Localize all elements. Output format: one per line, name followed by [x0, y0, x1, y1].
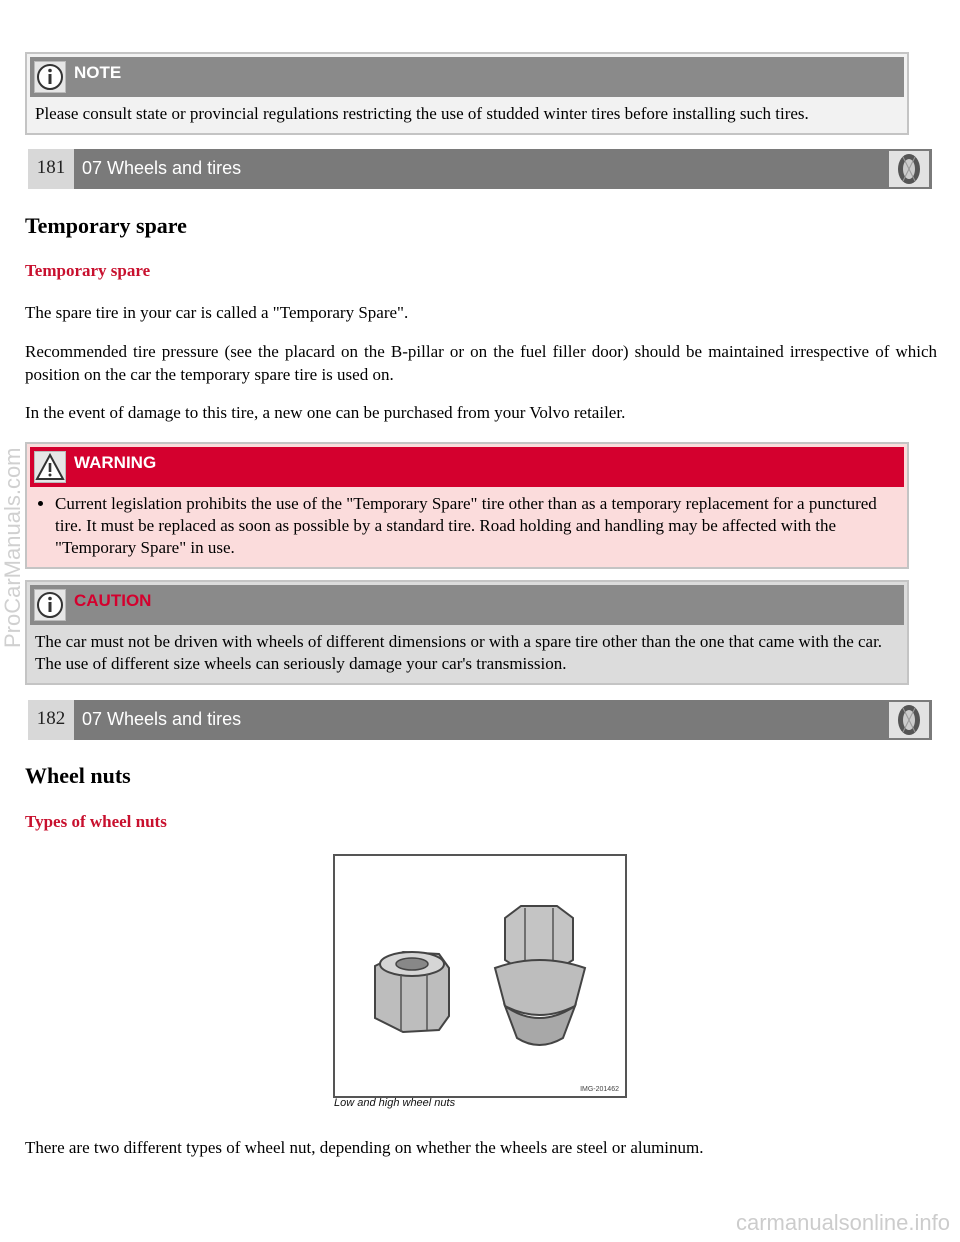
- note-header: [30, 57, 904, 97]
- chapter-header-182: [28, 700, 932, 740]
- footer-watermark: carmanualsonline.info: [735, 1210, 950, 1235]
- chapter-title: 07 Wheels and tires: [82, 158, 242, 178]
- tire-icon: [889, 151, 929, 187]
- chapter-title: 07 Wheels and tires: [82, 709, 242, 729]
- page-number: 181: [28, 149, 74, 189]
- caution-header: [30, 585, 904, 625]
- warning-header: [30, 447, 904, 487]
- caution-label: CAUTION: [74, 591, 152, 610]
- info-icon: [34, 61, 66, 93]
- temporary-spare-heading: Temporary spare: [25, 213, 187, 238]
- warning-text: • Current legislation prohibits the use of the "Temporary Spare" tire other than as a temporary replacement for a punctured tire. It must be replaced as soon as possible by a standard tire. Road holding and handling may be affected with the "Temporary Spare" in use.: [55, 493, 899, 559]
- warning-label: WARNING: [74, 453, 157, 472]
- low-wheel-nut: [375, 952, 449, 1032]
- page-number: 182: [28, 700, 74, 740]
- tire-icon: [889, 702, 929, 738]
- wheel-nuts-figure: [333, 854, 627, 1098]
- paragraph: In the event of damage to this tire, a new one can be purchased from your Volvo retailer.: [25, 403, 626, 422]
- chapter-header-181: [28, 149, 932, 189]
- side-watermark: ProCarManuals.com: [0, 447, 25, 648]
- warning-list: [35, 493, 899, 559]
- warning-box: [25, 442, 909, 569]
- high-wheel-nut: [495, 906, 585, 1045]
- wheel-nuts-illustration: [335, 856, 625, 1096]
- paragraph: Recommended tire pressure (see the placard on the B-pillar or on the fuel filler door) should be maintained irrespective of which position on the car the temporary spare tire is used on.: [25, 342, 937, 384]
- caution-box: [25, 580, 909, 685]
- temporary-spare-subheading: Temporary spare: [25, 261, 151, 280]
- wheel-nuts-subheading: Types of wheel nuts: [25, 812, 167, 831]
- note-text: Please consult state or provincial regulations restricting the use of studded winter tires before installing such tires.: [35, 104, 809, 123]
- caution-text: The car must not be driven with wheels of different dimensions or with a spare tire other than the one that came with the car. The use of different size wheels can seriously damage your car's transmission.: [35, 632, 883, 673]
- figure-code: IMG-201462: [580, 1086, 619, 1093]
- note-label: NOTE: [74, 63, 122, 82]
- wheel-nuts-heading: Wheel nuts: [25, 763, 131, 788]
- note-box: [25, 52, 909, 135]
- paragraph: There are two different types of wheel nut, depending on whether the wheels are steel or aluminum.: [25, 1138, 704, 1157]
- paragraph: The spare tire in your car is called a "Temporary Spare".: [25, 303, 409, 322]
- figure-caption: Low and high wheel nuts: [334, 1097, 456, 1109]
- info-icon: [34, 589, 66, 621]
- warning-triangle-icon: [34, 451, 66, 483]
